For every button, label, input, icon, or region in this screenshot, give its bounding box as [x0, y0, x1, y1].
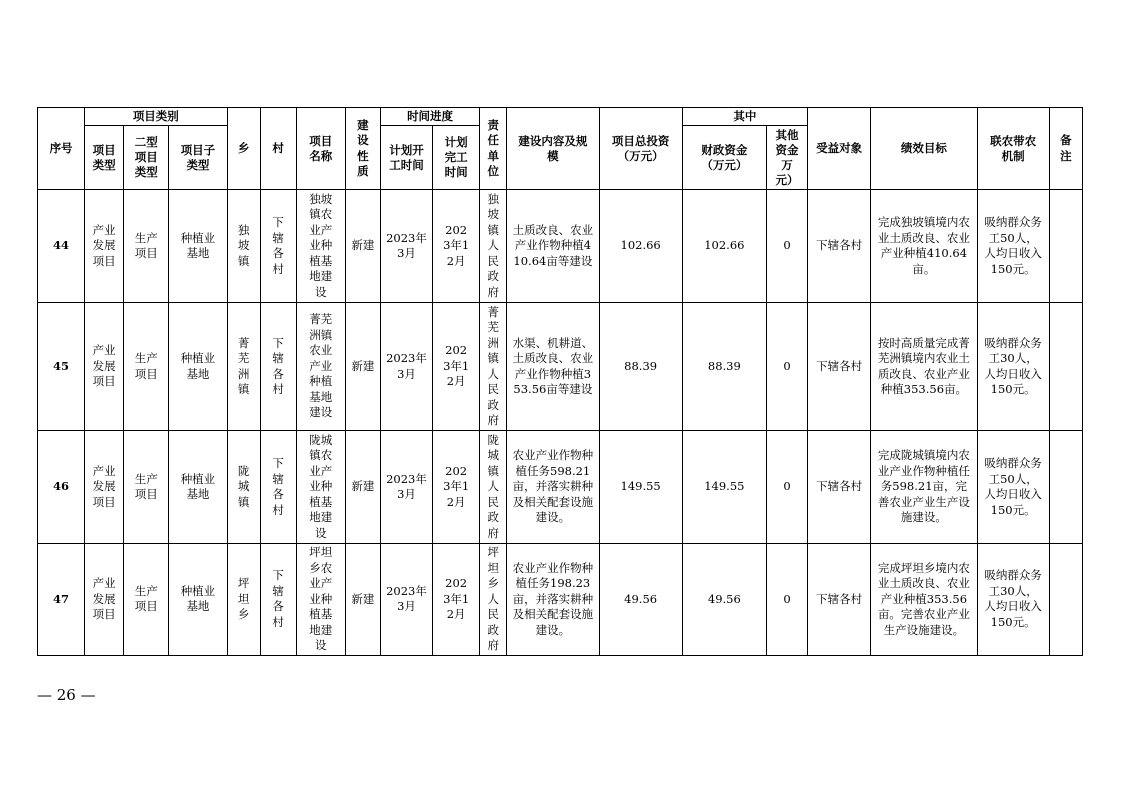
cell-plan-end — [433, 303, 480, 431]
cell-text: 吸纳群众务工30人，人均日收入150元。 — [984, 568, 1042, 629]
cell-text: 0 — [783, 591, 791, 606]
cell-resp-unit — [480, 303, 507, 431]
cell-text: 吸纳群众务工30人，人均日收入150元。 — [984, 335, 1042, 396]
cell-mechanism — [977, 190, 1049, 303]
cell-text: 0 — [783, 358, 791, 373]
cell-text: 种植业基地 — [180, 471, 216, 501]
cell-text: 吸纳群众务工50人，人均日收入150元。 — [984, 215, 1042, 276]
cell-beneficiary — [808, 431, 871, 544]
cell-text: 149.55 — [620, 479, 661, 494]
cell-text: 农业产业作物种植任务198.23亩，并落实耕种及相关配套设施建设。 — [512, 560, 594, 637]
cell-text: 47 — [53, 591, 70, 606]
cell-fiscal-fund — [682, 190, 766, 303]
header-among: 其中 — [682, 108, 807, 126]
cell-project-type — [85, 303, 124, 431]
cell-other-fund — [766, 303, 807, 431]
cell-text: 2023年12月 — [443, 343, 470, 389]
header-build-nature: 建设性质 — [345, 108, 380, 190]
cell-build-nature — [345, 190, 380, 303]
cell-text: 独坡镇人民政府 — [487, 191, 499, 299]
cell-text: 149.55 — [704, 479, 745, 494]
cell-project-type — [85, 431, 124, 544]
cell-xiang — [227, 303, 260, 431]
cell-sub-type-2 — [124, 544, 169, 656]
header-project-name: 项目名称 — [296, 108, 345, 190]
cell-sub-type-2 — [124, 303, 169, 431]
cell-plan-end — [433, 544, 480, 656]
cell-text: 按时高质量完成菁芜洲镇境内农业土质改良、农业产业种植353.56亩。 — [877, 335, 970, 396]
header-project-type: 项目类型 — [85, 126, 124, 190]
cell-total-investment — [599, 544, 682, 656]
cell-performance — [871, 190, 977, 303]
header-total-investment: 项目总投资（万元） — [599, 108, 682, 190]
header-plan-start: 计划开工时间 — [380, 126, 432, 190]
cell-text: 46 — [53, 479, 70, 494]
cell-resp-unit — [480, 544, 507, 656]
cell-project-name — [296, 544, 345, 656]
cell-remark — [1049, 190, 1082, 303]
cell-content-scale — [507, 190, 599, 303]
cell-text: 种植业基地 — [180, 351, 216, 381]
cell-text: 下辖各村 — [272, 215, 284, 276]
cell-other-fund — [766, 544, 807, 656]
cell-text: 下辖各村 — [816, 591, 863, 606]
header-project-category: 项目类别 — [85, 108, 227, 126]
cell-text: 88.39 — [624, 358, 658, 373]
header-fiscal-fund: 财政资金（万元） — [682, 126, 766, 190]
cell-resp-unit — [480, 431, 507, 544]
header-content-scale: 建设内容及规模 — [507, 108, 599, 190]
cell-performance — [871, 303, 977, 431]
cell-project-name — [296, 190, 345, 303]
table-row — [38, 544, 1083, 656]
cell-text: 土质改良、农业产业作物种植410.64亩等建设 — [512, 222, 594, 268]
cell-plan-start — [380, 190, 432, 303]
cell-index — [38, 544, 85, 656]
cell-other-fund — [766, 190, 807, 303]
cell-text: 种植业基地 — [180, 230, 216, 260]
header-sub-type: 项目子类型 — [169, 126, 227, 190]
cell-text: 2023年12月 — [443, 576, 470, 621]
cell-text: 菁芜洲镇农业产业种植基地建设 — [309, 312, 333, 420]
cell-performance — [871, 431, 977, 544]
cell-text: 49.56 — [707, 591, 741, 606]
cell-mechanism — [977, 431, 1049, 544]
cell-cun — [260, 190, 296, 303]
cell-text: 下辖各村 — [272, 456, 284, 517]
table-row — [38, 190, 1083, 303]
cell-text: 独坡镇农业产业种植基地建设 — [309, 191, 333, 299]
cell-text: 陇城镇人民政府 — [487, 432, 499, 540]
header-resp-unit: 责任单位 — [480, 108, 507, 190]
cell-text: 下辖各村 — [272, 335, 284, 396]
cell-text: 新建 — [351, 358, 375, 373]
cell-beneficiary — [808, 544, 871, 656]
cell-total-investment — [599, 303, 682, 431]
cell-sub-type-2 — [124, 431, 169, 544]
cell-text: 88.39 — [707, 358, 741, 373]
cell-text: 陇城镇农业产业种植基地建设 — [309, 432, 333, 540]
cell-xiang — [227, 431, 260, 544]
cell-text: 下辖各村 — [816, 238, 863, 253]
cell-fiscal-fund — [682, 303, 766, 431]
cell-total-investment — [599, 431, 682, 544]
cell-cun — [260, 431, 296, 544]
cell-text: 下辖各村 — [816, 479, 863, 494]
cell-text: 新建 — [351, 591, 375, 606]
cell-sub-type — [169, 303, 227, 431]
cell-mechanism — [977, 544, 1049, 656]
cell-plan-start — [380, 431, 432, 544]
cell-build-nature — [345, 431, 380, 544]
cell-plan-start — [380, 303, 432, 431]
header-index: 序号 — [38, 108, 85, 190]
cell-index — [38, 190, 85, 303]
cell-text: 生产项目 — [134, 230, 158, 260]
project-table — [37, 107, 1083, 656]
cell-index — [38, 303, 85, 431]
header-other-fund: 其他资金万元） — [766, 126, 807, 190]
header-cun: 村 — [260, 108, 296, 190]
cell-text: 102.66 — [620, 238, 661, 253]
header-remark: 备注 — [1049, 108, 1082, 190]
header-beneficiary: 受益对象 — [808, 108, 871, 190]
cell-other-fund — [766, 431, 807, 544]
cell-text: 2023年3月 — [386, 583, 427, 614]
cell-text: 0 — [783, 479, 791, 494]
cell-index — [38, 431, 85, 544]
cell-text: 产业发展项目 — [92, 343, 116, 389]
cell-text: 新建 — [351, 238, 375, 253]
cell-text: 菁芜洲镇人民政府 — [487, 304, 499, 427]
cell-text: 生产项目 — [134, 471, 158, 501]
cell-project-type — [85, 190, 124, 303]
cell-project-type — [85, 544, 124, 656]
cell-total-investment — [599, 190, 682, 303]
cell-remark — [1049, 303, 1082, 431]
cell-build-nature — [345, 544, 380, 656]
cell-text: 0 — [783, 238, 791, 253]
cell-text: 坪坦乡人民政府 — [487, 545, 499, 652]
cell-performance — [871, 544, 977, 656]
cell-text: 独坡镇 — [237, 222, 250, 268]
cell-content-scale — [507, 431, 599, 544]
cell-text: 完成陇城镇境内农业产业作物种植任务598.21亩，完善农业产业生产设施建设。 — [877, 448, 970, 525]
cell-fiscal-fund — [682, 544, 766, 656]
header-time-progress: 时间进度 — [380, 108, 479, 126]
cell-text: 菁芜洲镇 — [237, 335, 250, 396]
cell-cun — [260, 303, 296, 431]
cell-text: 102.66 — [704, 238, 745, 253]
cell-sub-type-2 — [124, 190, 169, 303]
cell-fiscal-fund — [682, 431, 766, 544]
cell-beneficiary — [808, 303, 871, 431]
cell-sub-type — [169, 190, 227, 303]
cell-plan-start — [380, 544, 432, 656]
cell-sub-type — [169, 544, 227, 656]
cell-text: 下辖各村 — [272, 568, 284, 629]
cell-text: 下辖各村 — [816, 358, 863, 373]
cell-text: 坪坦乡农业产业种植基地建设 — [309, 545, 333, 652]
page-number: — 26 — — [37, 686, 96, 704]
cell-text: 45 — [53, 358, 70, 373]
cell-text: 44 — [53, 238, 70, 253]
cell-xiang — [227, 190, 260, 303]
cell-text: 吸纳群众务工50人，人均日收入150元。 — [984, 456, 1042, 517]
table-row — [38, 431, 1083, 544]
header-sub-type-2: 二型项目类型 — [124, 126, 169, 190]
header-performance: 绩效目标 — [871, 108, 977, 190]
cell-project-name — [296, 303, 345, 431]
cell-content-scale — [507, 544, 599, 656]
cell-text: 新建 — [351, 479, 375, 494]
cell-text: 2023年3月 — [386, 230, 427, 260]
cell-text: 2023年3月 — [386, 471, 427, 501]
header-xiang: 乡 — [227, 108, 260, 190]
cell-xiang — [227, 544, 260, 656]
cell-build-nature — [345, 303, 380, 431]
cell-text: 生产项目 — [134, 583, 158, 614]
cell-resp-unit — [480, 190, 507, 303]
header-plan-end: 计划完工时间 — [433, 126, 480, 190]
cell-text: 2023年3月 — [386, 351, 427, 381]
cell-sub-type — [169, 431, 227, 544]
table-row — [38, 303, 1083, 431]
cell-text: 农业产业作物种植任务598.21亩，并落实耕种及相关配套设施建设。 — [512, 448, 594, 525]
cell-text: 2023年12月 — [443, 222, 470, 268]
cell-plan-end — [433, 431, 480, 544]
cell-remark — [1049, 431, 1082, 544]
cell-text: 坪坦乡 — [237, 576, 250, 621]
cell-text: 产业发展项目 — [92, 222, 116, 268]
cell-mechanism — [977, 303, 1049, 431]
cell-text: 陇城镇 — [237, 463, 250, 509]
cell-text: 49.56 — [624, 591, 658, 606]
cell-remark — [1049, 544, 1082, 656]
cell-content-scale — [507, 303, 599, 431]
cell-beneficiary — [808, 190, 871, 303]
cell-text: 产业发展项目 — [92, 576, 116, 621]
cell-text: 种植业基地 — [180, 583, 216, 614]
cell-text: 产业发展项目 — [92, 463, 116, 509]
cell-text: 完成坪坦乡境内农业土质改良、农业产业种植353.56亩。完善农业产业生产设施建设。 — [877, 560, 970, 637]
cell-plan-end — [433, 190, 480, 303]
cell-text: 水渠、机耕道、土质改良、农业产业作物种植353.56亩等建设 — [512, 335, 594, 396]
cell-text: 生产项目 — [134, 351, 158, 381]
cell-text: 2023年12月 — [443, 463, 470, 509]
cell-project-name — [296, 431, 345, 544]
cell-cun — [260, 544, 296, 656]
cell-text: 完成独坡镇境内农业土质改良、农业产业种植410.64亩。 — [877, 215, 970, 276]
header-mechanism: 联农带农机制 — [977, 108, 1049, 190]
